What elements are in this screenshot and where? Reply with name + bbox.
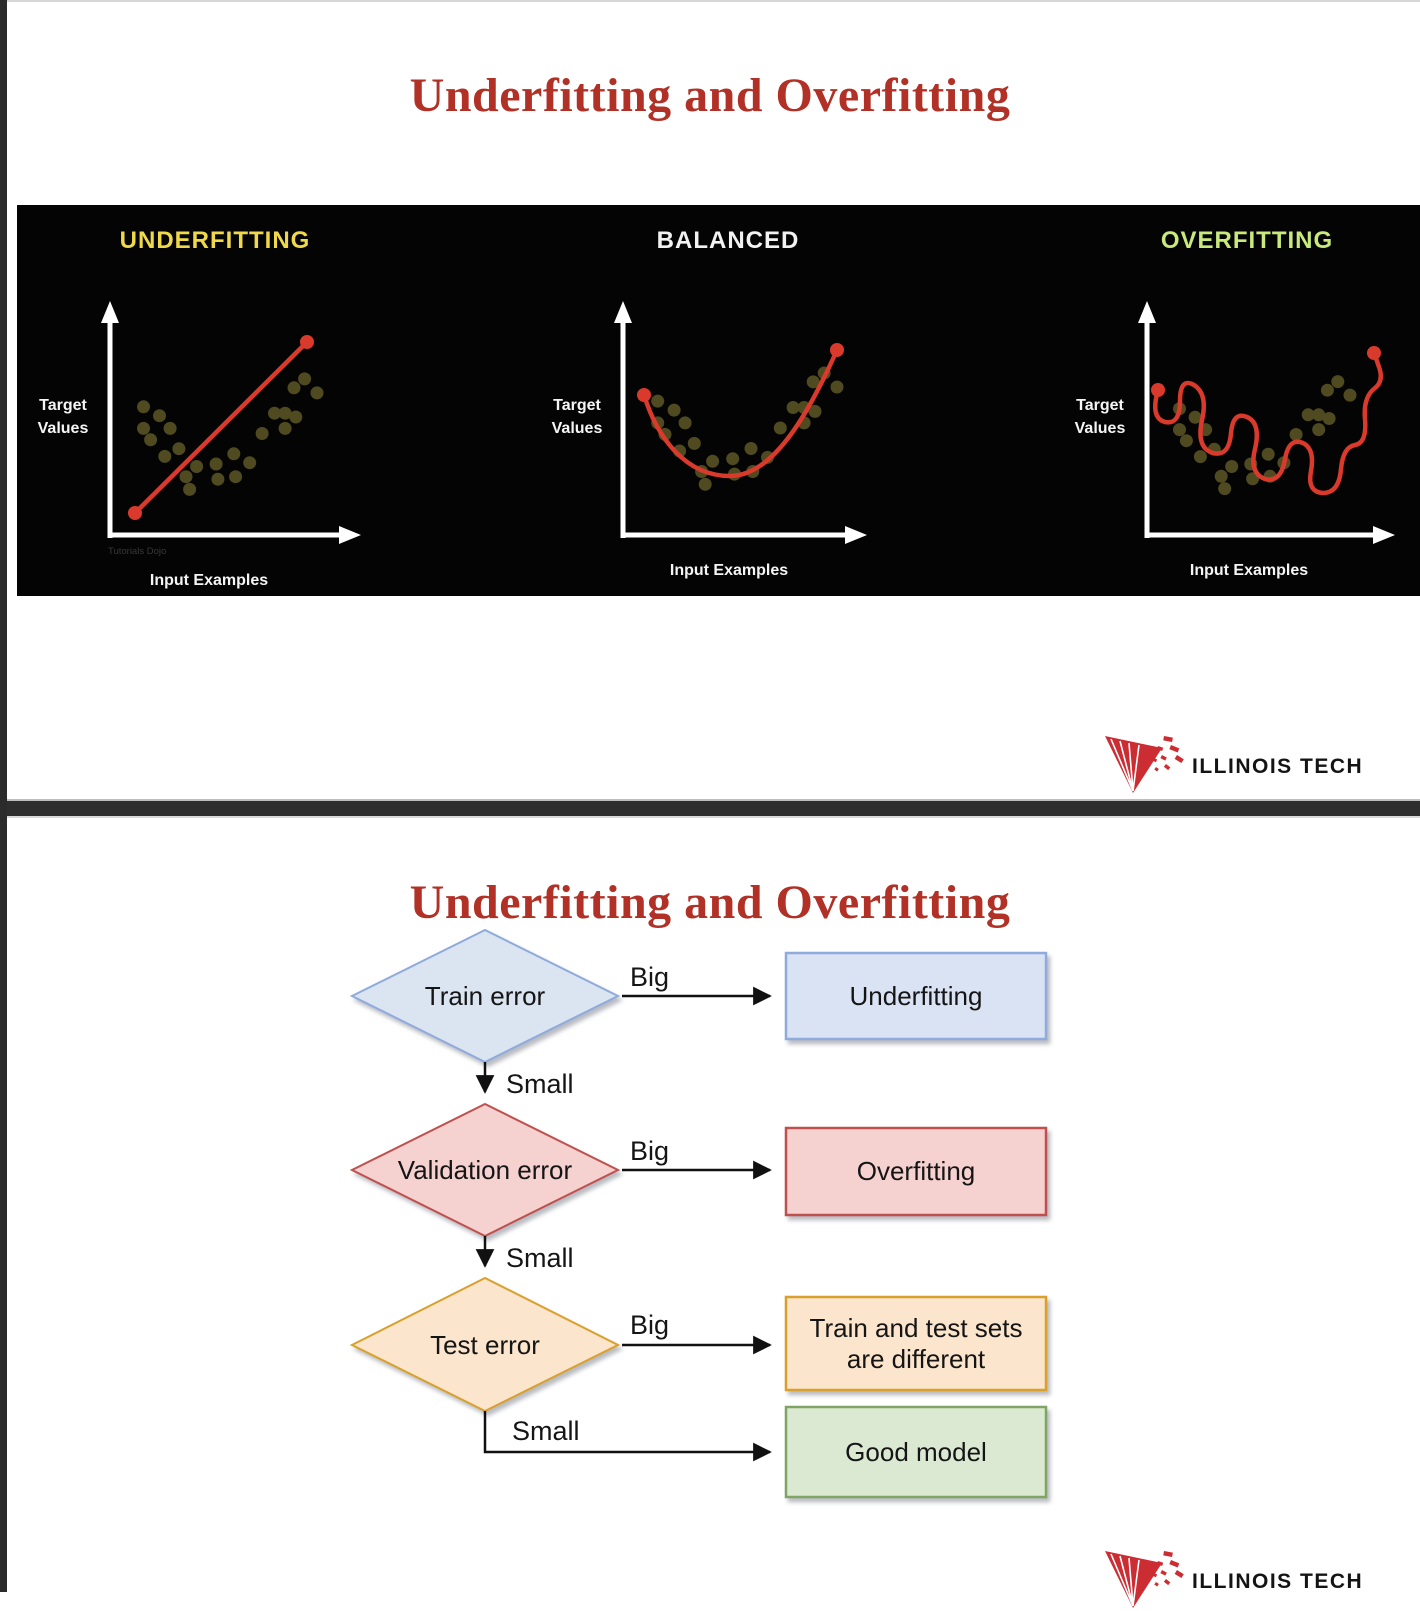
edge-label-small-2: Small — [506, 1243, 574, 1273]
x-axis-arrow-icon — [845, 526, 867, 544]
scatter-dot — [1262, 448, 1275, 461]
scatter-dot — [153, 409, 166, 422]
scatter-dot — [1215, 470, 1228, 483]
scatter-dot — [183, 483, 196, 496]
scatter-dot — [311, 386, 324, 399]
viewer-left-edge — [0, 0, 7, 1592]
fitting-charts-svg — [17, 205, 1420, 596]
scatter-dot — [210, 458, 223, 471]
curve-endpoint — [1151, 383, 1165, 397]
illinois-tech-logo — [1098, 734, 1368, 796]
chart-balanced — [552, 227, 867, 579]
scatter-dot — [229, 470, 242, 483]
curve-endpoint — [300, 335, 314, 349]
scatter-dot — [1344, 389, 1357, 402]
scatter-dot — [1173, 423, 1186, 436]
fitting-illustration-panel — [17, 205, 1420, 596]
fitting-decision-flowchart — [0, 920, 1420, 1560]
x-axis-label: Input Examples — [1189, 562, 1309, 579]
scatter-dot — [831, 381, 844, 394]
scatter-dot — [706, 455, 719, 468]
x-axis-label: Input Examples — [149, 572, 269, 589]
scatter-dot — [164, 422, 177, 435]
illinois-tech-wordmark: ILLINOIS TECH — [1192, 755, 1364, 778]
scatter-dot — [1218, 482, 1231, 495]
y-axis-label-line2: Values — [1074, 420, 1126, 437]
scatter-dot — [190, 460, 203, 473]
scatter-dot — [227, 447, 240, 460]
y-axis-arrow-icon — [1138, 301, 1156, 323]
scatter-dot — [1225, 460, 1238, 473]
slide2-title: Underfitting and Overfitting — [409, 876, 1011, 930]
y-axis-label-line2: Values — [551, 420, 603, 437]
scatter-dot — [1321, 384, 1334, 397]
box-underfitting-label: Underfitting — [849, 981, 983, 1011]
scatter-dot — [1290, 428, 1303, 441]
box-good-model-label: Good model — [845, 1437, 987, 1467]
scatter-dot — [279, 422, 292, 435]
scatter-dot — [289, 411, 302, 424]
curve-endpoint — [830, 343, 844, 357]
y-axis-label-line1: Target — [39, 397, 87, 414]
edge-label-big-2: Big — [630, 1136, 670, 1166]
curve-endpoint — [128, 506, 142, 520]
scatter-dot — [144, 433, 157, 446]
box-overfitting-label: Overfitting — [856, 1156, 976, 1186]
curve-endpoint — [1367, 346, 1381, 360]
watermark: Tutorials Dojo — [108, 546, 167, 557]
x-axis-arrow-icon — [339, 526, 361, 544]
scatter-dot — [211, 473, 224, 486]
viewer-top-edge — [0, 0, 1420, 2]
diamond-validation-error-label: Validation error — [397, 1155, 573, 1185]
curve-endpoint — [637, 388, 651, 402]
scatter-dot — [256, 427, 269, 440]
scatter-dot — [688, 437, 701, 450]
scatter-dot — [668, 404, 681, 417]
x-axis-arrow-icon — [1373, 526, 1395, 544]
scatter-dot — [137, 422, 150, 435]
y-axis-label-line1: Target — [1076, 397, 1124, 414]
scatter-dot — [298, 372, 311, 385]
chart-balanced-title: BALANCED — [656, 227, 800, 254]
diamond-test-error-label: Test error — [430, 1330, 540, 1360]
box-train-test-different-line2: are different — [846, 1344, 986, 1374]
scatter-dot — [774, 422, 787, 435]
illinois-tech-logo — [1098, 1549, 1368, 1611]
x-axis-label: Input Examples — [669, 562, 789, 579]
chart-underfitting-title: UNDERFITTING — [119, 227, 311, 254]
scatter-dot — [137, 400, 150, 413]
illinois-tech-triangle-icon — [1105, 1551, 1184, 1608]
scatter-dot — [288, 381, 301, 394]
edge-label-small-3: Small — [512, 1416, 580, 1446]
edge-label-big-1: Big — [630, 962, 670, 992]
scatter-dot — [1331, 375, 1344, 388]
y-axis-arrow-icon — [101, 301, 119, 323]
slide1-title: Underfitting and Overfitting — [409, 69, 1011, 123]
scatter-dot — [651, 395, 664, 408]
y-axis-label-line1: Target — [553, 397, 601, 414]
scatter-dot — [1323, 412, 1336, 425]
slide-divider — [0, 801, 1420, 816]
scatter-dot — [726, 452, 739, 465]
edge-label-big-3: Big — [630, 1310, 670, 1340]
edge-label-small-1: Small — [506, 1069, 574, 1099]
scatter-dot — [679, 416, 692, 429]
scatter-dot — [172, 442, 185, 455]
scatter-dot — [699, 478, 712, 491]
chart-overfitting-title: OVERFITTING — [1160, 227, 1334, 254]
diamond-train-error-label: Train error — [424, 981, 546, 1011]
y-axis-arrow-icon — [614, 301, 632, 323]
scatter-dot — [243, 456, 256, 469]
chart-overfitting — [1075, 227, 1395, 579]
illinois-tech-wordmark: ILLINOIS TECH — [1192, 1570, 1364, 1593]
y-axis-label-line2: Values — [37, 420, 89, 437]
scatter-dot — [1312, 423, 1325, 436]
scatter-dot — [158, 450, 171, 463]
scatter-dot — [180, 470, 193, 483]
scatter-dot — [1194, 450, 1207, 463]
scatter-dot — [745, 442, 758, 455]
scatter-dot — [1180, 434, 1193, 447]
slide-divider-edge — [0, 816, 1420, 818]
chart-underfitting — [38, 227, 361, 589]
scatter-points — [137, 372, 324, 496]
box-train-test-different-line1: Train and test sets — [809, 1313, 1023, 1343]
illinois-tech-triangle-icon — [1105, 736, 1184, 793]
